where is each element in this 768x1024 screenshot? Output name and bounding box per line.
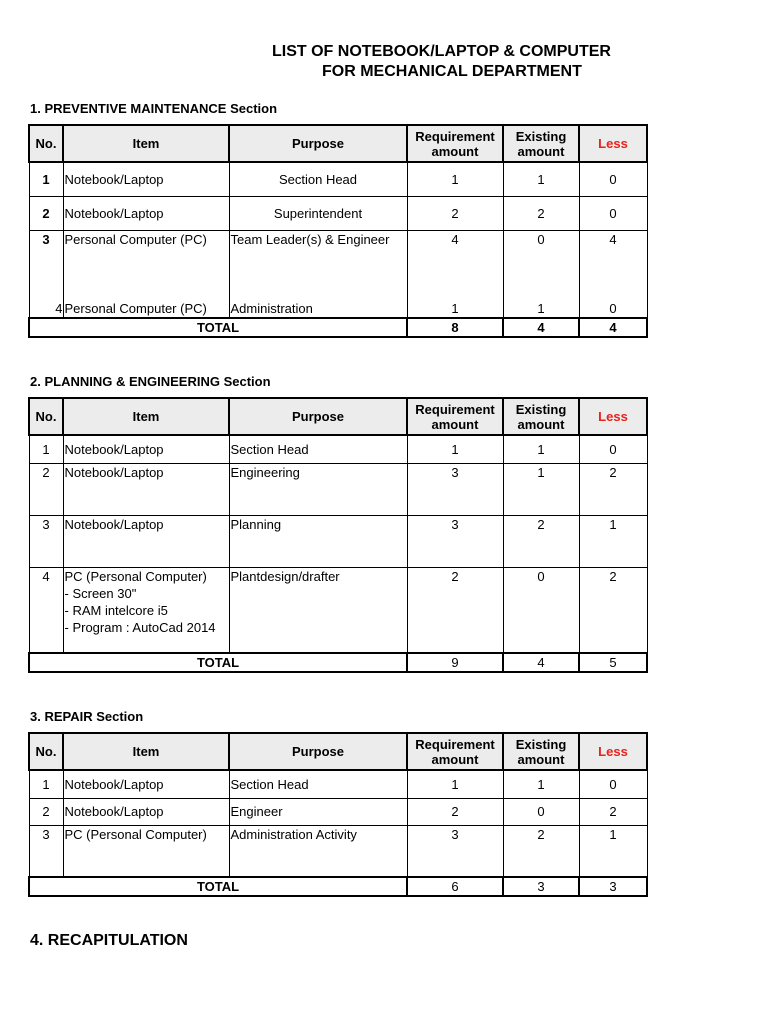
row-purpose: Planning bbox=[229, 515, 407, 567]
table-header-row bbox=[29, 125, 647, 162]
header-item: Item bbox=[63, 398, 229, 435]
row-no: 3 bbox=[29, 515, 63, 567]
row-item: Notebook/Laptop bbox=[63, 798, 229, 825]
row-requirement: 2 bbox=[407, 567, 503, 653]
header-no: No. bbox=[29, 733, 63, 770]
row-purpose: Superintendent bbox=[229, 196, 407, 230]
table-row bbox=[29, 567, 647, 653]
row-requirement: 4 bbox=[407, 230, 503, 300]
row-no: 3 bbox=[29, 825, 63, 877]
total-less: 5 bbox=[579, 653, 647, 672]
row-purpose: Administration Activity bbox=[229, 825, 407, 877]
row-existing: 0 bbox=[503, 567, 579, 653]
total-row bbox=[29, 318, 647, 337]
row-existing: 1 bbox=[503, 435, 579, 463]
header-requirement: Requirement amount bbox=[407, 398, 503, 435]
total-requirement: 6 bbox=[407, 877, 503, 896]
header-less: Less bbox=[579, 125, 647, 162]
row-no: 1 bbox=[29, 162, 63, 196]
row-no: 2 bbox=[29, 798, 63, 825]
row-item: Notebook/Laptop bbox=[63, 435, 229, 463]
row-existing: 1 bbox=[503, 300, 579, 318]
total-existing: 4 bbox=[503, 653, 579, 672]
total-row bbox=[29, 653, 647, 672]
row-existing: 0 bbox=[503, 230, 579, 300]
row-existing: 1 bbox=[503, 770, 579, 798]
row-requirement: 1 bbox=[407, 162, 503, 196]
row-existing: 1 bbox=[503, 162, 579, 196]
row-requirement: 1 bbox=[407, 300, 503, 318]
row-existing: 2 bbox=[503, 825, 579, 877]
row-purpose: Plantdesign/drafter bbox=[229, 567, 407, 653]
total-less: 4 bbox=[579, 318, 647, 337]
section-1-title: 1. PREVENTIVE MAINTENANCE Section bbox=[30, 101, 278, 116]
row-less: 2 bbox=[579, 463, 647, 515]
row-item: Notebook/Laptop bbox=[63, 162, 229, 196]
row-item: Notebook/Laptop bbox=[63, 515, 229, 567]
total-label: TOTAL bbox=[29, 318, 407, 337]
table-row bbox=[29, 162, 647, 196]
row-purpose: Section Head bbox=[229, 162, 407, 196]
header-less: Less bbox=[579, 733, 647, 770]
row-item-spec: - Program : AutoCad 2014 bbox=[64, 619, 216, 635]
row-no: 4 bbox=[29, 567, 63, 653]
row-no: 1 bbox=[29, 435, 63, 463]
row-item: Notebook/Laptop bbox=[63, 770, 229, 798]
header-less: Less bbox=[579, 398, 647, 435]
row-less: 1 bbox=[579, 515, 647, 567]
row-purpose: Section Head bbox=[229, 435, 407, 463]
section-2-table bbox=[28, 397, 648, 673]
header-purpose: Purpose bbox=[229, 398, 407, 435]
row-less: 0 bbox=[579, 196, 647, 230]
row-item-spec: - RAM intelcore i5 bbox=[64, 602, 168, 618]
table-header-row bbox=[29, 398, 647, 435]
header-existing: Existing amount bbox=[503, 125, 579, 162]
row-existing: 0 bbox=[503, 798, 579, 825]
table-row bbox=[29, 230, 647, 300]
row-no: 3 bbox=[29, 230, 63, 300]
total-less: 3 bbox=[579, 877, 647, 896]
table-row bbox=[29, 435, 647, 463]
row-purpose: Section Head bbox=[229, 770, 407, 798]
row-less: 0 bbox=[579, 300, 647, 318]
row-no: 2 bbox=[29, 196, 63, 230]
total-existing: 4 bbox=[503, 318, 579, 337]
row-requirement: 3 bbox=[407, 825, 503, 877]
row-no: 2 bbox=[29, 463, 63, 515]
row-item-spec: - Screen 30" bbox=[64, 585, 137, 601]
row-less: 0 bbox=[579, 770, 647, 798]
header-purpose: Purpose bbox=[229, 125, 407, 162]
header-item: Item bbox=[63, 733, 229, 770]
row-requirement: 1 bbox=[407, 770, 503, 798]
row-less: 0 bbox=[579, 162, 647, 196]
table-row bbox=[29, 825, 647, 877]
table-row bbox=[29, 196, 647, 230]
total-existing: 3 bbox=[503, 877, 579, 896]
header-requirement: Requirement amount bbox=[407, 125, 503, 162]
table-row bbox=[29, 515, 647, 567]
row-purpose: Administration bbox=[229, 300, 407, 318]
header-no: No. bbox=[29, 398, 63, 435]
recapitulation-heading: 4. RECAPITULATION bbox=[30, 932, 188, 949]
row-item: PC (Personal Computer) bbox=[63, 825, 229, 877]
header-purpose: Purpose bbox=[229, 733, 407, 770]
total-label: TOTAL bbox=[29, 877, 407, 896]
table-row bbox=[29, 798, 647, 825]
row-item: PC (Personal Computer) bbox=[64, 568, 207, 584]
total-row bbox=[29, 877, 647, 896]
row-requirement: 3 bbox=[407, 463, 503, 515]
header-existing: Existing amount bbox=[503, 733, 579, 770]
section-1-table bbox=[28, 124, 648, 338]
row-no: 4 bbox=[29, 300, 63, 318]
row-requirement: 2 bbox=[407, 196, 503, 230]
row-existing: 2 bbox=[503, 196, 579, 230]
row-no: 1 bbox=[29, 770, 63, 798]
row-item: Personal Computer (PC) bbox=[63, 300, 229, 318]
total-requirement: 8 bbox=[407, 318, 503, 337]
row-purpose: Team Leader(s) & Engineer bbox=[229, 230, 407, 300]
row-less: 4 bbox=[579, 230, 647, 300]
table-row bbox=[29, 300, 647, 318]
table-row bbox=[29, 463, 647, 515]
header-item: Item bbox=[63, 125, 229, 162]
row-item-cell bbox=[63, 567, 229, 653]
row-purpose: Engineering bbox=[229, 463, 407, 515]
row-less: 2 bbox=[579, 567, 647, 653]
row-less: 1 bbox=[579, 825, 647, 877]
row-item: Personal Computer (PC) bbox=[63, 230, 229, 300]
section-3-title: 3. REPAIR Section bbox=[30, 709, 144, 724]
total-label: TOTAL bbox=[29, 653, 407, 672]
header-no: No. bbox=[29, 125, 63, 162]
row-item: Notebook/Laptop bbox=[63, 463, 229, 515]
header-requirement: Requirement amount bbox=[407, 733, 503, 770]
row-requirement: 1 bbox=[407, 435, 503, 463]
row-existing: 1 bbox=[503, 463, 579, 515]
row-purpose: Engineer bbox=[229, 798, 407, 825]
page-subtitle: FOR MECHANICAL DEPARTMENT bbox=[322, 63, 582, 80]
row-less: 2 bbox=[579, 798, 647, 825]
header-existing: Existing amount bbox=[503, 398, 579, 435]
row-less: 0 bbox=[579, 435, 647, 463]
table-row bbox=[29, 770, 647, 798]
section-3-table bbox=[28, 732, 648, 897]
section-2-title: 2. PLANNING & ENGINEERING Section bbox=[30, 374, 271, 389]
table-header-row bbox=[29, 733, 647, 770]
row-item: Notebook/Laptop bbox=[63, 196, 229, 230]
total-requirement: 9 bbox=[407, 653, 503, 672]
row-existing: 2 bbox=[503, 515, 579, 567]
row-requirement: 2 bbox=[407, 798, 503, 825]
row-requirement: 3 bbox=[407, 515, 503, 567]
page-title: LIST OF NOTEBOOK/LAPTOP & COMPUTER bbox=[272, 43, 611, 60]
